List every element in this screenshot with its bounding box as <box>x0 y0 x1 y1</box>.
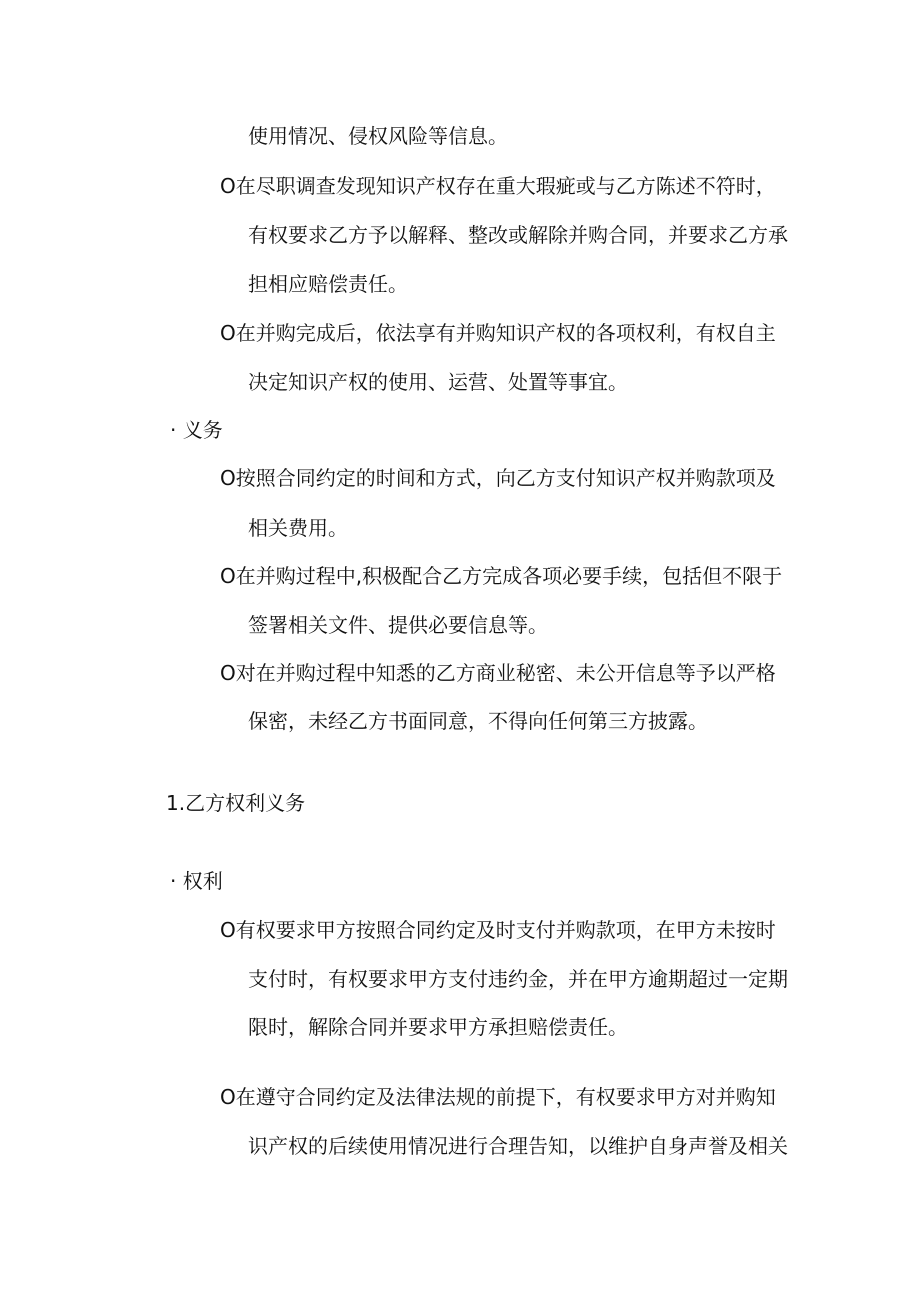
text-line: 决定知识产权的使用、运营、处置等事宜。 <box>248 370 628 394</box>
text-line: 使用情况、侵权风险等信息。 <box>248 124 508 148</box>
text-line: 签署相关文件、提供必要信息等。 <box>248 613 548 637</box>
text-line: 保密，未经乙方书面同意，不得向任何第三方披露。 <box>248 709 708 733</box>
list-item: O在尽职调查发现知识产权存在重大瑕疵或与乙方陈述不符时， <box>220 174 776 198</box>
text-line: 担相应赔偿责任。 <box>248 272 408 296</box>
list-item: O在并购过程中,积极配合乙方完成各项必要手续，包括但不限于 <box>220 564 783 588</box>
text-line: 识产权的后续使用情况进行合理告知，以维护自身声誉及相关 <box>248 1134 788 1158</box>
text-line: 有权要求乙方予以解释、整改或解除并购合同，并要求乙方承 <box>248 223 788 247</box>
text-line: 相关费用。 <box>248 516 348 540</box>
text-line: 支付时，有权要求甲方支付违约金，并在甲方逾期超过一定期 <box>248 967 788 991</box>
list-item: O在遵守合同约定及法律法规的前提下，有权要求甲方对并购知 <box>220 1085 776 1109</box>
list-item: O有权要求甲方按照合同约定及时支付并购款项，在甲方未按时 <box>220 918 776 942</box>
list-item: O按照合同约定的时间和方式，向乙方支付知识产权并购款项及 <box>220 466 776 490</box>
list-item: O对在并购过程中知悉的乙方商业秘密、未公开信息等予以严格 <box>220 661 776 685</box>
section-heading: · 权利 <box>170 869 223 893</box>
list-item: O在并购完成后，依法享有并购知识产权的各项权利，有权自主 <box>220 321 776 345</box>
section-heading: 1.乙方权利义务 <box>166 791 306 815</box>
section-heading: · 义务 <box>170 418 223 442</box>
text-line: 限时，解除合同并要求甲方承担赔偿责任。 <box>248 1015 628 1039</box>
